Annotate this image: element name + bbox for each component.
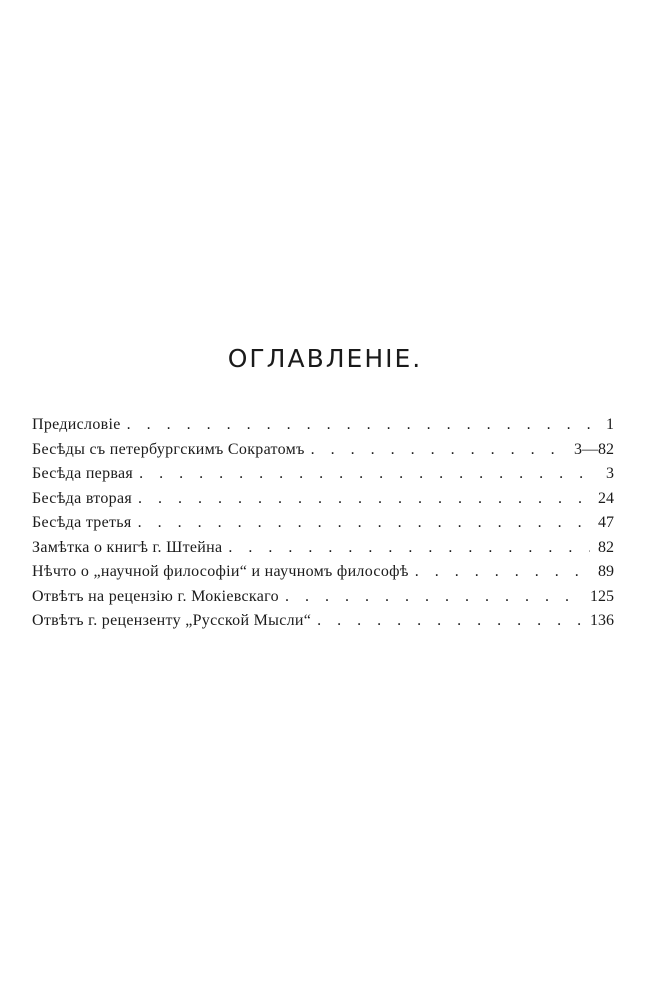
dot-leader	[415, 563, 590, 581]
dot-leader	[317, 612, 584, 630]
dot-leader	[139, 465, 590, 483]
toc-entry	[32, 514, 614, 539]
table-of-contents	[32, 416, 614, 637]
toc-entry	[32, 441, 614, 466]
toc-entry-page: 1	[606, 416, 614, 433]
dot-leader	[127, 416, 590, 434]
toc-entry-title: Замѣтка о книгѣ г. Штейна	[32, 538, 223, 556]
toc-entry	[32, 539, 614, 564]
dot-leader	[228, 539, 590, 557]
toc-entry	[32, 612, 614, 637]
toc-entry-title: Бесѣда третья	[32, 514, 132, 531]
toc-entry	[32, 490, 614, 515]
toc-entry-title: Отвѣтъ г. рецензенту „Русской Мысли“	[32, 612, 312, 629]
toc-entry-page: 47	[598, 514, 614, 531]
toc-entry-title: Бесѣда вторая	[32, 489, 133, 507]
toc-entry	[32, 465, 614, 490]
toc-entry-page: 3—82	[574, 440, 614, 458]
toc-entry-title: Бесѣда первая	[32, 465, 134, 482]
dot-leader	[138, 514, 590, 532]
dot-leader	[138, 490, 590, 508]
toc-entry-title: Отвѣтъ на рецензію г. Мокіевскаго	[32, 587, 279, 605]
toc-entry	[32, 563, 614, 588]
toc-entry	[32, 416, 614, 441]
toc-entry	[32, 588, 614, 613]
toc-entry-page: 125	[590, 587, 614, 605]
toc-entry-title: Нѣчто о „научной философіи“ и научномъ философѣ	[32, 563, 409, 580]
dot-leader	[285, 588, 584, 606]
page-title: ОГЛАВЛЕНІЕ.	[227, 344, 423, 373]
toc-entry-page: 136	[590, 612, 614, 629]
toc-entry-page: 89	[598, 563, 614, 580]
toc-entry-page: 3	[606, 465, 614, 482]
toc-entry-title: Бесѣды съ петербургскимъ Сократомъ	[32, 440, 305, 458]
toc-entry-page: 24	[598, 489, 614, 507]
toc-entry-page: 82	[598, 538, 614, 556]
toc-entry-title: Предисловіе	[32, 416, 121, 433]
dot-leader	[311, 441, 568, 459]
